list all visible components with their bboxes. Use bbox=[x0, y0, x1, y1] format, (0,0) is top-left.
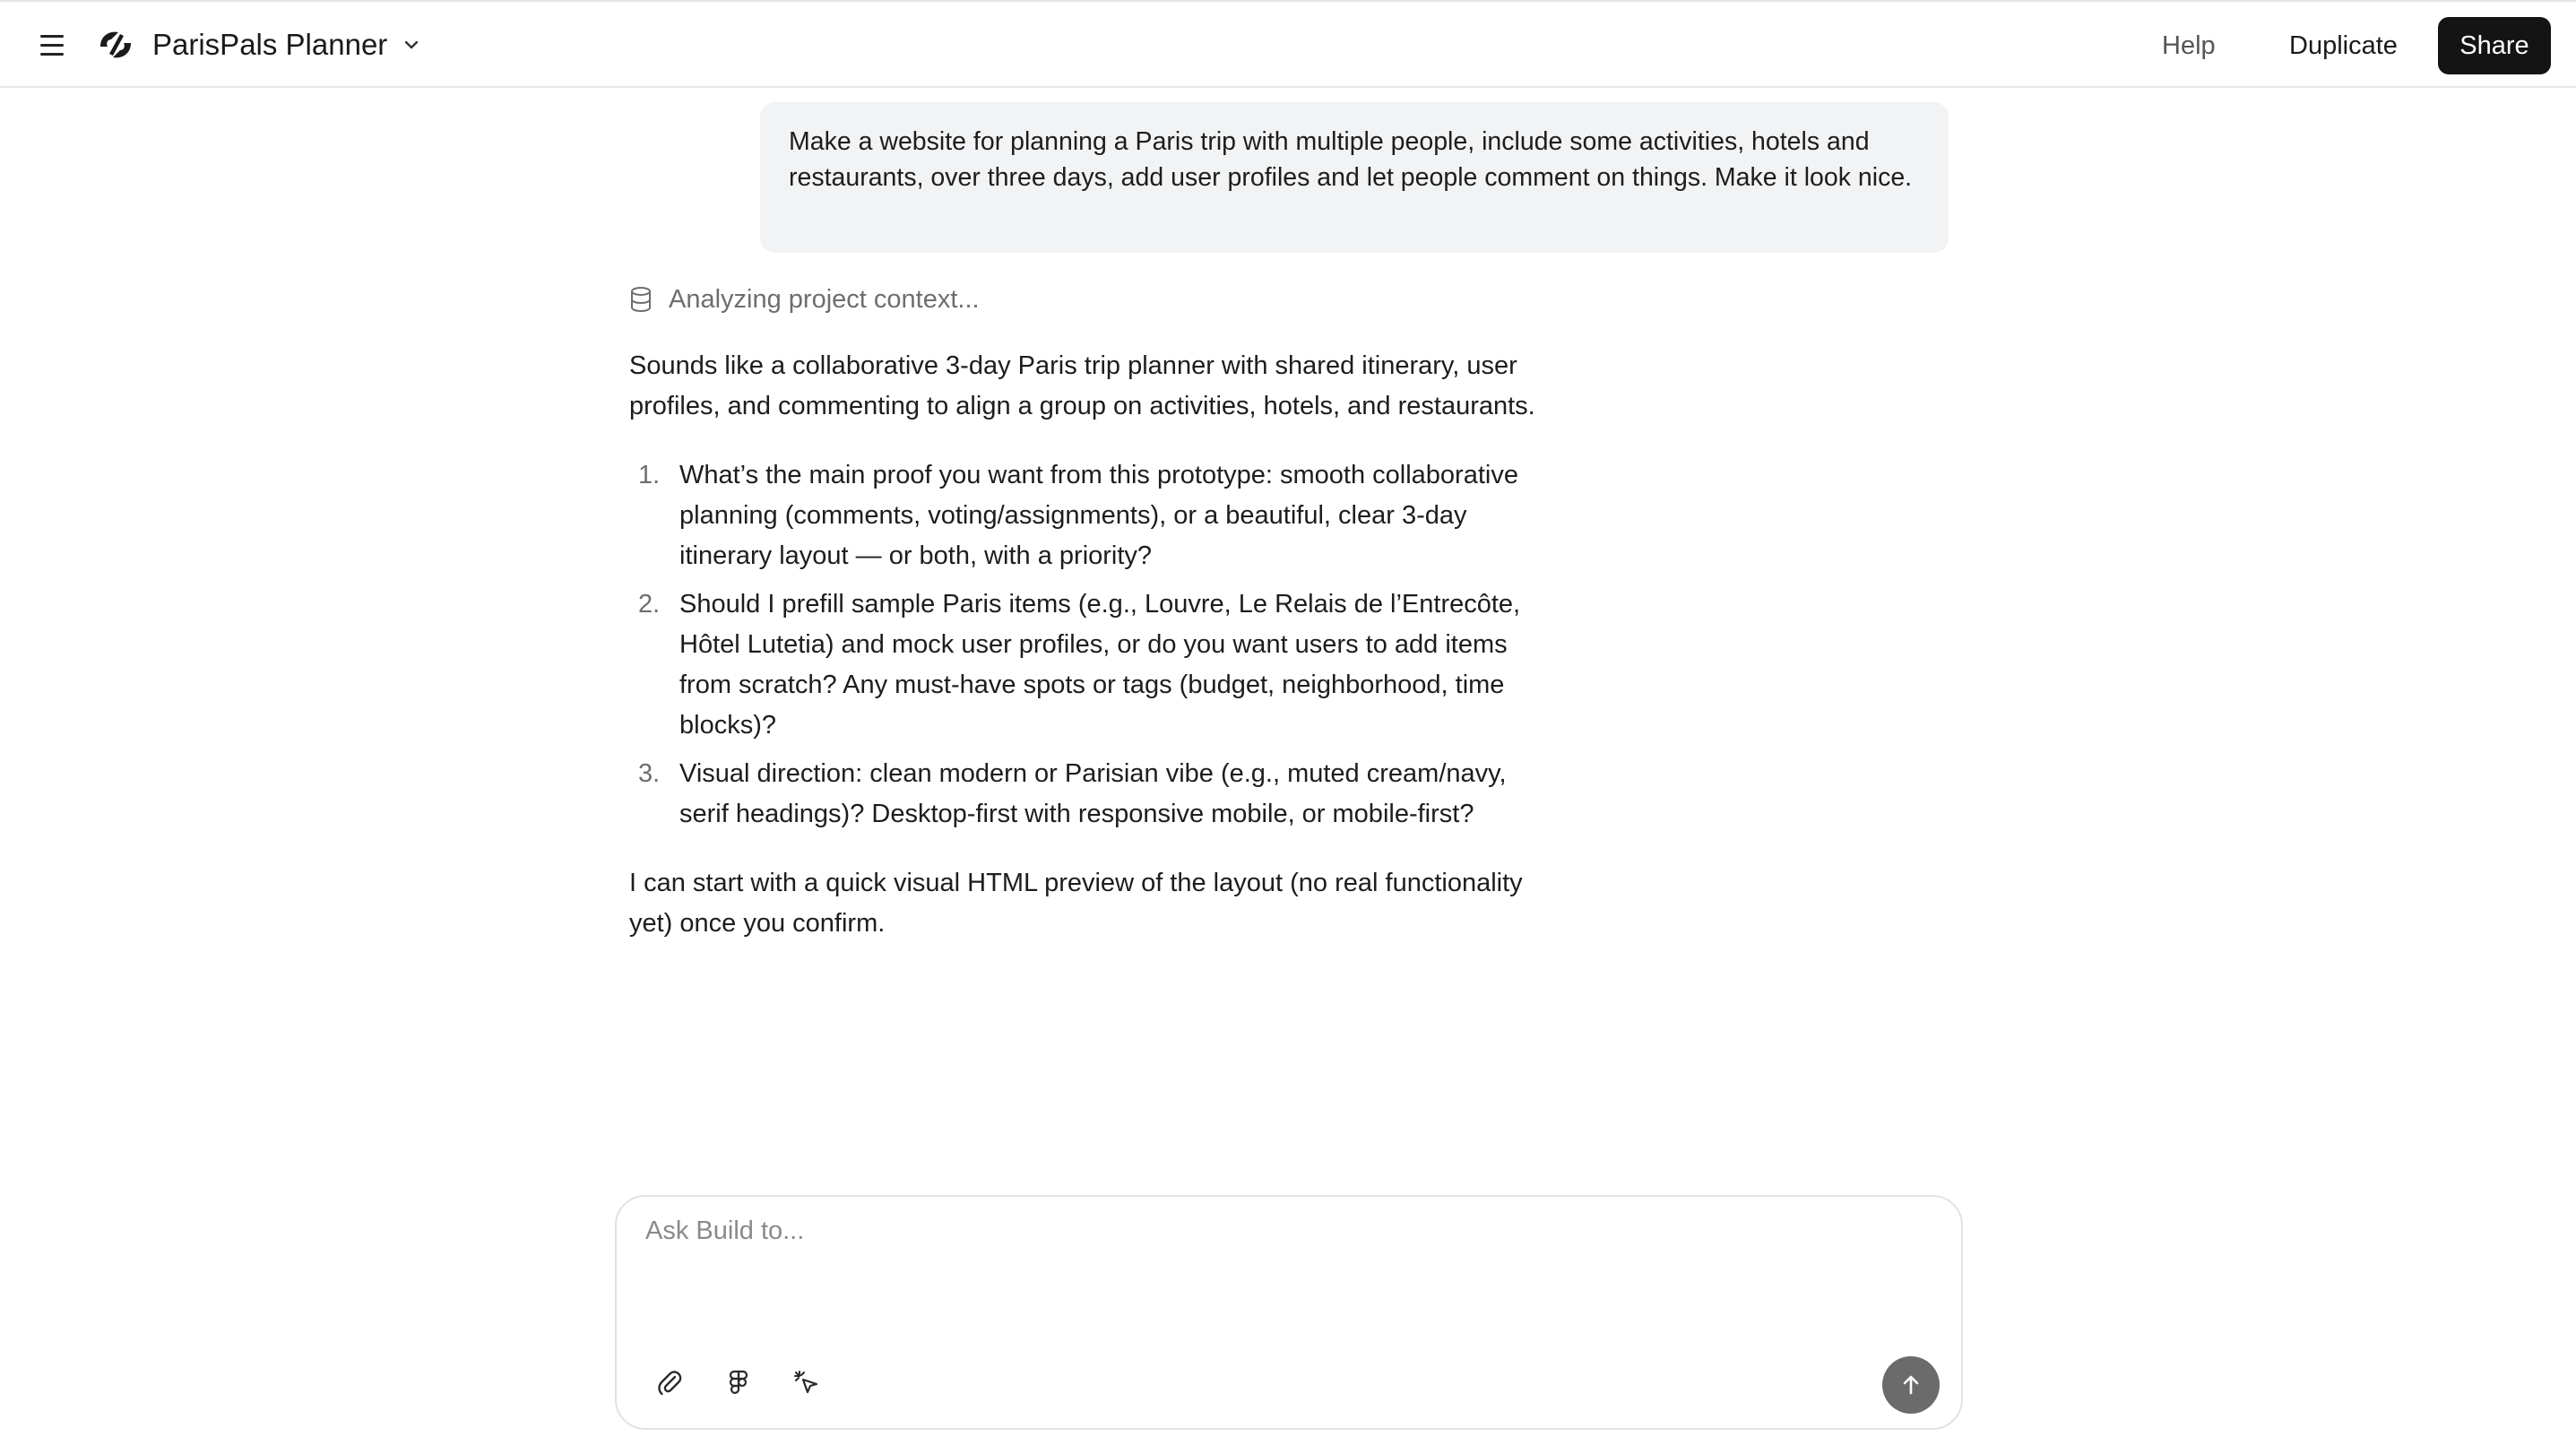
help-link[interactable]: Help bbox=[2162, 31, 2216, 60]
list-number: 2. bbox=[638, 590, 661, 619]
menu-line bbox=[40, 35, 64, 38]
list-item bbox=[629, 584, 1561, 746]
select-element-button[interactable] bbox=[789, 1365, 825, 1401]
status-indicator bbox=[629, 281, 980, 317]
figma-button[interactable] bbox=[721, 1365, 756, 1401]
chevron-down-icon[interactable] bbox=[402, 36, 421, 54]
app-title[interactable]: ParisPals Planner bbox=[152, 28, 388, 61]
list-text: Visual direction: clean modern or Parisian vibe (e.g., muted cream/navy, serif headings)? Desktop-first with responsive mobile, or mobile-first? bbox=[679, 759, 1507, 828]
assistant-intro: Sounds like a collaborative 3-day Paris trip planner with shared itinerary, user profiles, and commenting to align a group on activities, hotels, and restaurants. bbox=[629, 351, 1535, 420]
cursor-sparkle-icon bbox=[792, 1369, 821, 1398]
duplicate-button[interactable]: Duplicate bbox=[2289, 31, 2398, 60]
menu-line bbox=[40, 53, 64, 56]
database-icon bbox=[629, 286, 653, 313]
hamburger-menu-icon[interactable] bbox=[34, 29, 70, 61]
list-item bbox=[629, 754, 1561, 835]
status-text: Analyzing project context... bbox=[669, 284, 980, 314]
list-text: Should I prefill sample Paris items (e.g., Louvre, Le Relais de l’Entrecôte, Hôtel Lutetia) and mock user profiles, or do you want users to add items from scratch? Any must-have spots or tags (budget, neighborhood, time blocks)? bbox=[679, 590, 1521, 740]
message-composer bbox=[615, 1195, 1963, 1430]
list-number: 3. bbox=[638, 759, 661, 788]
assistant-message bbox=[629, 346, 1561, 944]
list-item bbox=[629, 455, 1561, 576]
prompt-input[interactable] bbox=[645, 1216, 1927, 1315]
assistant-outro: I can start with a quick visual HTML preview of the layout (no real functionality yet) once you confirm. bbox=[629, 869, 1523, 938]
share-button[interactable]: Share bbox=[2438, 17, 2551, 74]
attach-button[interactable] bbox=[653, 1365, 688, 1401]
paperclip-icon bbox=[656, 1369, 685, 1398]
app-logo[interactable] bbox=[97, 27, 134, 63]
list-text: What’s the main proof you want from this prototype: smooth collaborative planning (comments, voting/assignments), or a beautiful, clear 3-day itinerary layout — or both, with a priority? bbox=[679, 461, 1518, 570]
user-message: Make a website for planning a Paris trip with multiple people, include some activities, hotels and restaurants, over three days, add user profiles and let people comment on things. Make it look nice. bbox=[760, 102, 1949, 253]
top-bar bbox=[0, 0, 2576, 88]
figma-icon bbox=[724, 1369, 753, 1398]
menu-line bbox=[40, 44, 64, 47]
question-list bbox=[629, 455, 1561, 835]
list-number: 1. bbox=[638, 461, 661, 489]
send-button[interactable] bbox=[1882, 1356, 1940, 1414]
arrow-up-icon bbox=[1898, 1372, 1923, 1398]
